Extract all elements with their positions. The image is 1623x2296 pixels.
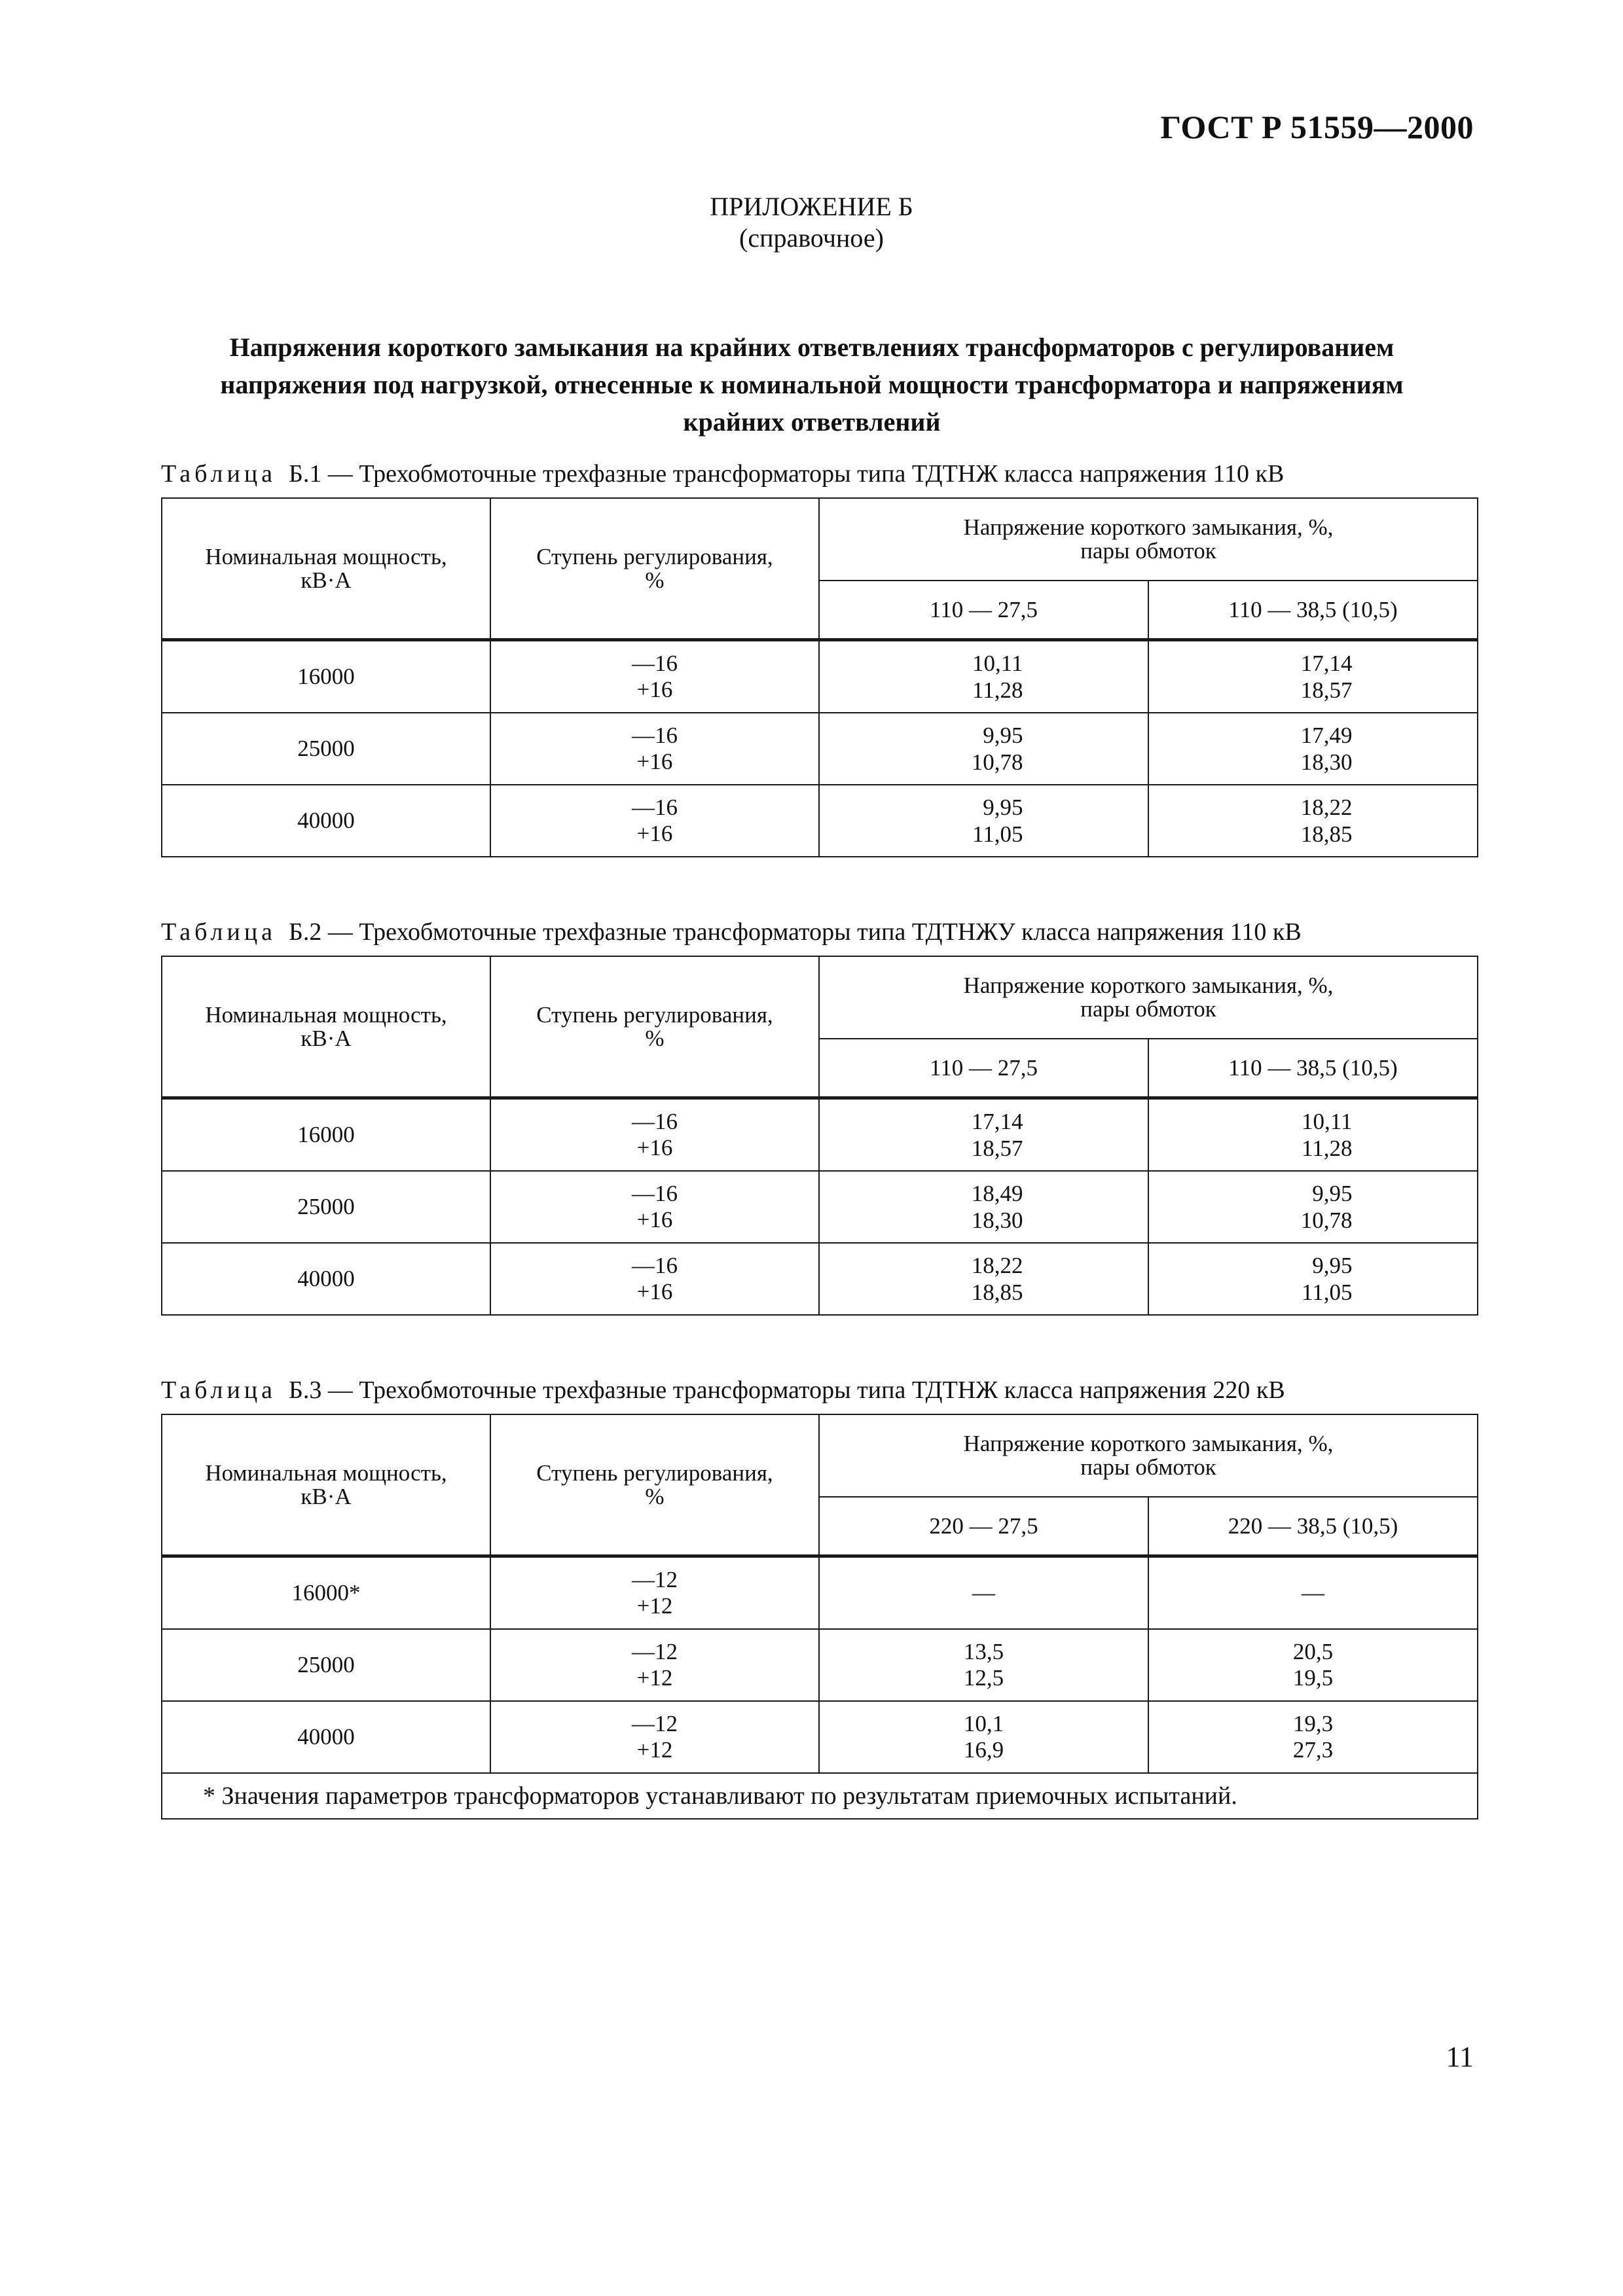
- table-caption: [161, 459, 1284, 488]
- cell-step: —16 +16: [490, 1171, 819, 1243]
- cell-step: —12 +12: [490, 1556, 819, 1630]
- cell-power: 40000: [162, 785, 490, 857]
- cell-pair-a: 17,14 18,57: [819, 1098, 1148, 1172]
- cell-pair-b: 9,95 10,78: [1148, 1171, 1478, 1243]
- header-step: Ступень регулирования, %: [490, 498, 819, 640]
- header-voltage: Напряжение короткого замыкания, %, пары обмоток: [819, 498, 1478, 581]
- cell-pair-a: —: [819, 1556, 1148, 1630]
- cell-pair-b: —: [1148, 1556, 1478, 1630]
- cell-pair-a: 9,95 11,05: [819, 785, 1148, 857]
- header-voltage: Напряжение короткого замыкания, %, пары обмоток: [819, 1414, 1478, 1497]
- cell-pair-b: 10,11 11,28: [1148, 1098, 1478, 1172]
- header-pair-a: 110 — 27,5: [819, 581, 1148, 640]
- cell-power: 25000: [162, 1171, 490, 1243]
- cell-pair-a: 18,22 18,85: [819, 1243, 1148, 1315]
- cell-step: —16 +16: [490, 640, 819, 713]
- cell-power: 16000*: [162, 1556, 490, 1630]
- header-step: Ступень регулирования, %: [490, 956, 819, 1098]
- cell-pair-a: 18,49 18,30: [819, 1171, 1148, 1243]
- header-pair-a: 110 — 27,5: [819, 1039, 1148, 1098]
- header-pair-a: 220 — 27,5: [819, 1497, 1148, 1556]
- cell-pair-a: 9,95 10,78: [819, 713, 1148, 785]
- appendix-heading: [0, 191, 1623, 254]
- table-row: [162, 1701, 1478, 1773]
- header-power: Номинальная мощность, кВ·А: [162, 1414, 490, 1556]
- table-row: [162, 1171, 1478, 1243]
- header-pair-b: 110 — 38,5 (10,5): [1148, 1039, 1478, 1098]
- cell-pair-a: 10,11 11,28: [819, 640, 1148, 713]
- table-caption: [161, 1376, 1285, 1405]
- page-number: 11: [1446, 2041, 1474, 2073]
- cell-pair-b: 17,49 18,30: [1148, 713, 1478, 785]
- cell-power: 40000: [162, 1243, 490, 1315]
- cell-power: 25000: [162, 1629, 490, 1701]
- cell-pair-b: 17,14 18,57: [1148, 640, 1478, 713]
- cell-step: —16 +16: [490, 1243, 819, 1315]
- table-b3: [161, 1414, 1478, 1820]
- title-line: Напряжения короткого замыкания на крайних ответвлениях трансформаторов с регулированием: [229, 332, 1395, 362]
- table-row: [162, 1629, 1478, 1701]
- cell-power: 40000: [162, 1701, 490, 1773]
- cell-step: —16 +16: [490, 713, 819, 785]
- document-title: [177, 329, 1447, 440]
- table-label: Таблица: [161, 460, 277, 488]
- table-caption-text: Б.3 — Трехобмоточные трехфазные трансформаторы типа ТДТНЖ класса напряжения 220 кВ: [289, 1376, 1285, 1404]
- cell-pair-a: 10,1 16,9: [819, 1701, 1148, 1773]
- table-row: [162, 1243, 1478, 1315]
- header-power: Номинальная мощность, кВ·А: [162, 956, 490, 1098]
- table-caption: [161, 918, 1302, 946]
- cell-step: —16 +16: [490, 785, 819, 857]
- table-b1: [161, 497, 1478, 857]
- cell-power: 16000: [162, 640, 490, 713]
- cell-step: —16 +16: [490, 1098, 819, 1172]
- table-caption-text: Б.2 — Трехобмоточные трехфазные трансформаторы типа ТДТНЖУ класса напряжения 110 кВ: [289, 918, 1302, 946]
- cell-step: —12 +12: [490, 1629, 819, 1701]
- table-label: Таблица: [161, 1376, 277, 1404]
- table-row: [162, 1098, 1478, 1172]
- header-pair-b: 220 — 38,5 (10,5): [1148, 1497, 1478, 1556]
- table-caption-text: Б.1 — Трехобмоточные трехфазные трансформаторы типа ТДТНЖ класса напряжения 110 кВ: [289, 460, 1285, 488]
- cell-power: 16000: [162, 1098, 490, 1172]
- table-footnote: * Значения параметров трансформаторов устанавливают по результатам приемочных испытаний.: [162, 1773, 1478, 1819]
- cell-pair-b: 20,5 19,5: [1148, 1629, 1478, 1701]
- cell-power: 25000: [162, 713, 490, 785]
- title-line: напряжения под нагрузкой, отнесенные к номинальной мощности трансформатора и напряжениям: [220, 370, 1404, 399]
- table-row: [162, 1556, 1478, 1630]
- cell-pair-b: 19,3 27,3: [1148, 1701, 1478, 1773]
- header-power: Номинальная мощность, кВ·А: [162, 498, 490, 640]
- header-pair-b: 110 — 38,5 (10,5): [1148, 581, 1478, 640]
- cell-pair-b: 9,95 11,05: [1148, 1243, 1478, 1315]
- table-row: [162, 785, 1478, 857]
- cell-pair-b: 18,22 18,85: [1148, 785, 1478, 857]
- cell-pair-a: 13,5 12,5: [819, 1629, 1148, 1701]
- appendix-title: ПРИЛОЖЕНИЕ Б: [710, 192, 913, 221]
- table-row: [162, 713, 1478, 785]
- header-voltage: Напряжение короткого замыкания, %, пары обмоток: [819, 956, 1478, 1039]
- appendix-note: (справочное): [739, 223, 884, 253]
- table-b2: [161, 956, 1478, 1316]
- standard-designation: ГОСТ Р 51559—2000: [1160, 109, 1474, 145]
- table-label: Таблица: [161, 918, 277, 946]
- cell-step: —12 +12: [490, 1701, 819, 1773]
- table-row: [162, 640, 1478, 713]
- header-step: Ступень регулирования, %: [490, 1414, 819, 1556]
- title-line: крайних ответвлений: [683, 407, 941, 437]
